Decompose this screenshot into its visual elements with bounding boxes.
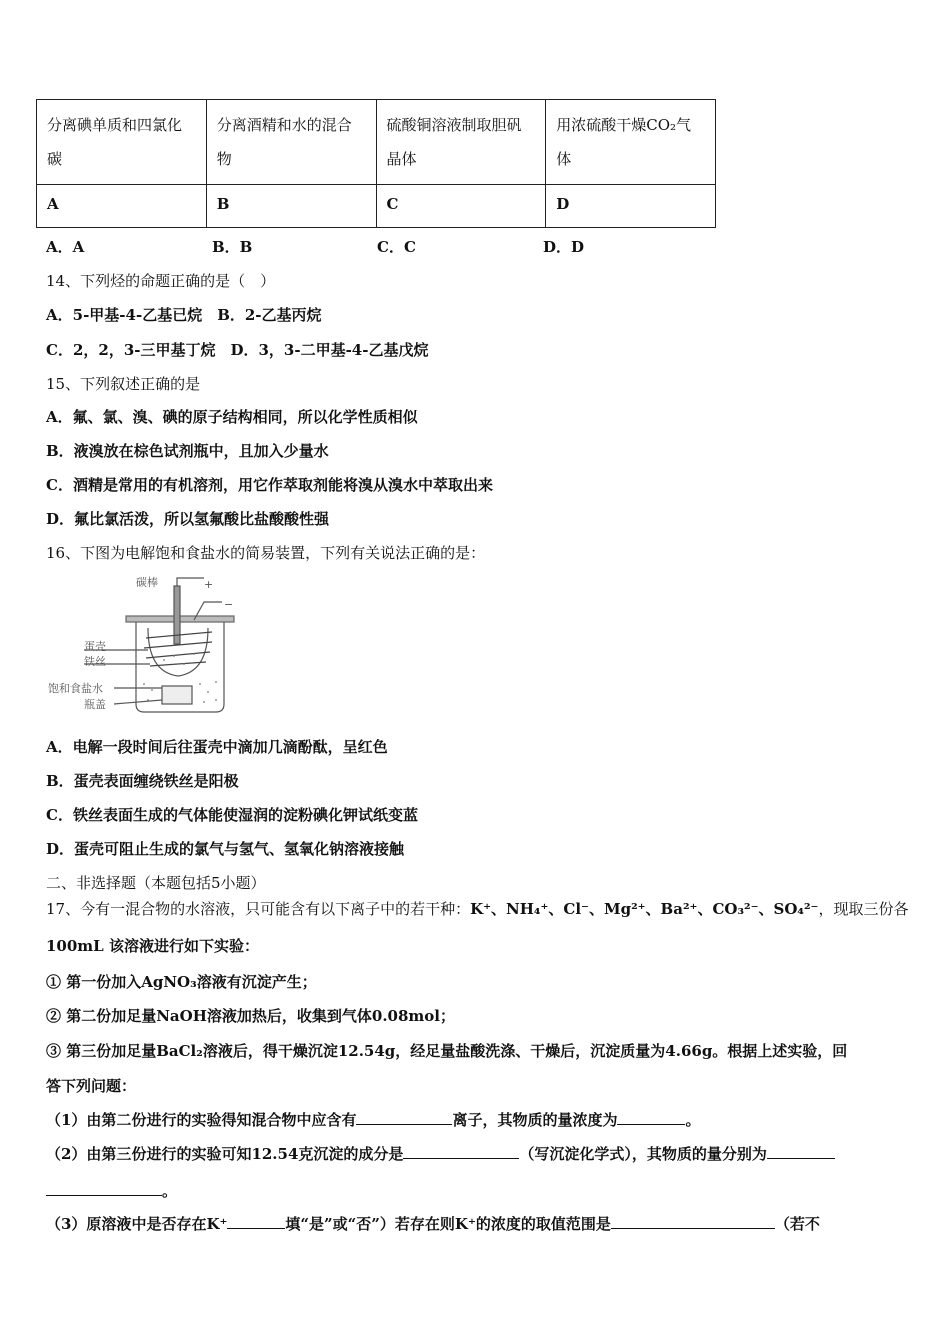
q14-options-line2: C．2，2，3-三甲基丁烷 D．3，3-二甲基-4-乙基戊烷 <box>46 341 429 359</box>
q17-sub1 <box>46 1109 700 1130</box>
answer-blank-1[interactable] <box>356 1110 452 1125</box>
label-minus: − <box>224 598 234 611</box>
q17-experiment-1: ① 第一份加入AgNO₃溶液有沉淀产生； <box>46 973 317 991</box>
q17-sub3-text-a: （3）原溶液中是否存在K⁺ <box>46 1215 228 1233</box>
q14-options-line1: A．5-甲基-4-乙基已烷 B．2-乙基丙烷 <box>46 306 322 324</box>
q17-sub3 <box>46 1213 820 1234</box>
label-brine: 饱和食盐水 <box>48 682 103 695</box>
table-label-a: A <box>37 185 207 228</box>
q15-option-d: D．氟比氯活泼，所以氢氟酸比盐酸酸性强 <box>46 510 330 528</box>
q17-sub1-text-a: （1）由第二份进行的实验得知混合物中应含有 <box>46 1111 357 1129</box>
q16-option-b: B．蛋壳表面缠绕铁丝是阳极 <box>46 772 239 790</box>
q15-option-c: C．酒精是常用的有机溶剂，用它作萃取剂能将溴从溴水中萃取出来 <box>46 476 493 494</box>
table-label-c: C <box>376 185 546 228</box>
q13-option-c: C．C <box>377 238 416 256</box>
table-cell-a: 分离碘单质和四氯化碳 <box>37 100 207 185</box>
q15-option-a: A．氟、氯、溴、碘的原子结构相同，所以化学性质相似 <box>46 408 418 426</box>
q16-option-c: C．铁丝表面生成的气体能使湿润的淀粉碘化钾试纸变蓝 <box>46 806 418 824</box>
options-table <box>36 99 716 228</box>
answer-blank-5[interactable] <box>46 1181 162 1196</box>
q17-intro <box>46 898 908 919</box>
q16-option-a: A．电解一段时间后往蛋壳中滴加几滴酚酞，呈红色 <box>46 738 388 756</box>
q17-intro-text: 17、今有一混合物的水溶液，只可能含有以下离子中的若干种： <box>46 900 471 918</box>
label-dish: 瓶盖 <box>84 698 106 711</box>
table-cell-c: 硫酸铜溶液制取胆矾晶体 <box>376 100 546 185</box>
q17-experiment-3: ③ 第三份加足量BaCl₂溶液后，得干燥沉淀12.54g，经足量盐酸洗涤、干燥后，沉淀质量为4.66g。根据上述实验，回 <box>46 1042 848 1060</box>
q16-option-d: D．蛋壳可阻止生成的氯气与氢气、氢氧化钠溶液接触 <box>46 840 405 858</box>
label-carbon-rod: 碳棒 <box>136 576 158 589</box>
q17-sub2 <box>46 1143 835 1164</box>
q17-sub3-text-c: （若不 <box>774 1215 820 1233</box>
q17-intro-cont: 100mL 该溶液进行如下实验： <box>46 937 259 955</box>
q17-experiment-2: ② 第二份加足量NaOH溶液加热后，收集到气体0.08mol； <box>46 1007 456 1025</box>
q13-option-a: A．A <box>46 238 85 256</box>
q16-stem: 16、下图为电解饱和食盐水的简易装置，下列有关说法正确的是： <box>46 544 486 562</box>
q15-option-b: B．液溴放在棕色试剂瓶中，且加入少量水 <box>46 442 329 460</box>
answer-blank-2[interactable] <box>617 1110 685 1125</box>
q17-sub2-cont <box>46 1180 177 1201</box>
q15-stem: 15、下列叙述正确的是 <box>46 375 201 393</box>
q17-sub2-text-c: 。 <box>162 1182 178 1200</box>
q13-option-b: B．B <box>212 238 253 256</box>
table-cell-d: 用浓硫酸干燥CO₂气体 <box>546 100 716 185</box>
q17-sub3-text-b: 填“是”或“否”）若存在则K⁺的浓度的取值范围是 <box>285 1215 611 1233</box>
answer-blank-6[interactable] <box>227 1214 285 1229</box>
q17-sub1-text-c: 。 <box>685 1111 701 1129</box>
q13-option-d: D．D <box>543 238 585 256</box>
section-heading: 二、非选择题（本题包括5小题） <box>46 874 266 892</box>
label-eggshell: 蛋壳 <box>84 640 106 653</box>
answer-blank-7[interactable] <box>611 1214 775 1229</box>
label-plus: + <box>204 578 214 591</box>
q17-sub2-text-a: （2）由第三份进行的实验可知12.54克沉淀的成分是 <box>46 1145 404 1163</box>
q17-sub1-text-b: 离子，其物质的量浓度为 <box>452 1111 618 1129</box>
q17-intro-tail: ，现取三份各 <box>818 900 909 918</box>
answer-blank-3[interactable] <box>403 1144 519 1159</box>
answer-blank-4[interactable] <box>767 1144 835 1159</box>
q17-ion-list: K⁺、NH₄⁺、Cl⁻、Mg²⁺、Ba²⁺、CO₃²⁻、SO₄²⁻ <box>470 900 819 918</box>
table-label-b: B <box>206 185 376 228</box>
q14-stem: 14、下列烃的命题正确的是（ ） <box>46 272 276 290</box>
electrolysis-apparatus-figure <box>44 572 240 720</box>
table-cell-b: 分离酒精和水的混合物 <box>206 100 376 185</box>
q17-sub2-text-b: （写沉淀化学式），其物质的量分别为 <box>519 1145 767 1163</box>
label-iron-wire: 铁丝 <box>84 655 106 668</box>
table-label-d: D <box>546 185 716 228</box>
q17-experiment-3-cont: 答下列问题： <box>46 1077 137 1095</box>
